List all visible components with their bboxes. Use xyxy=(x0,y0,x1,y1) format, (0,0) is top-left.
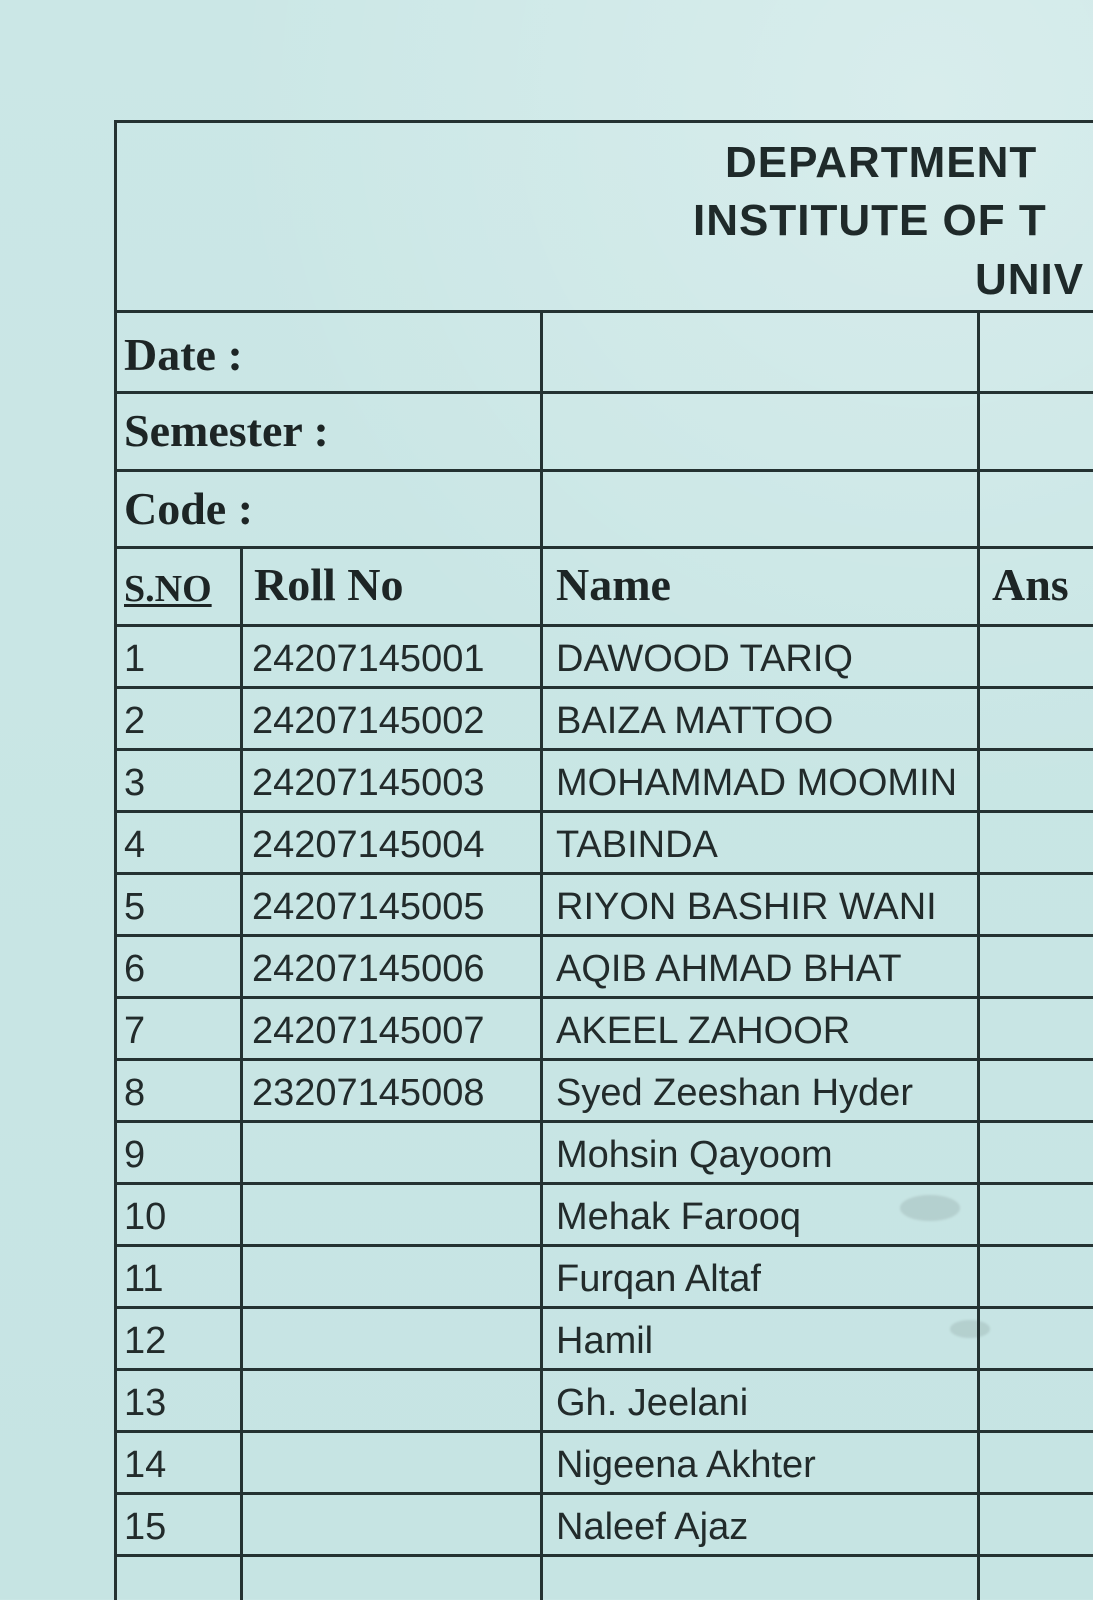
semester-label: Semester : xyxy=(124,405,329,456)
grid-line xyxy=(977,310,980,1600)
cell-sno: 5 xyxy=(124,886,146,928)
paper-smudge xyxy=(950,1320,990,1338)
grid-line xyxy=(114,469,1093,472)
grid-line xyxy=(114,1368,1093,1371)
cell-sno: 6 xyxy=(124,948,146,990)
cell-name: BAIZA MATTOO xyxy=(556,700,834,742)
cell-name: DAWOOD TARIQ xyxy=(556,638,853,680)
cell-sno: 12 xyxy=(124,1320,167,1362)
date-label: Date : xyxy=(124,329,243,380)
grid-line xyxy=(114,1120,1093,1123)
cell-roll-no: 24207145006 xyxy=(252,948,485,990)
column-header-ans: Ans xyxy=(992,559,1069,610)
grid-line xyxy=(114,1058,1093,1061)
cell-name: AKEEL ZAHOOR xyxy=(556,1010,851,1052)
grid-line xyxy=(114,391,1093,394)
cell-name: Nigeena Akhter xyxy=(556,1444,816,1486)
grid-line xyxy=(240,546,243,1600)
cell-name: MOHAMMAD MOOMIN xyxy=(556,762,958,804)
column-header-roll: Roll No xyxy=(254,559,404,610)
grid-line xyxy=(114,120,117,1600)
cell-roll-no: 24207145003 xyxy=(252,762,485,804)
grid-line xyxy=(114,934,1093,937)
cell-name: TABINDA xyxy=(556,824,718,866)
header-line-3: UNIV xyxy=(975,255,1085,304)
cell-name: AQIB AHMAD BHAT xyxy=(556,948,902,990)
cell-name: Naleef Ajaz xyxy=(556,1506,749,1548)
cell-name: Furqan Altaf xyxy=(556,1258,761,1300)
grid-line xyxy=(114,1182,1093,1185)
document-header xyxy=(575,133,1093,303)
cell-name: Mohsin Qayoom xyxy=(556,1134,833,1176)
column-header-sno: S.NO xyxy=(124,568,212,610)
grid-line xyxy=(114,872,1093,875)
cell-roll-no: 24207145001 xyxy=(252,638,485,680)
grid-line xyxy=(114,686,1093,689)
cell-roll-no: 24207145007 xyxy=(252,1010,485,1052)
header-line-2: INSTITUTE OF T xyxy=(693,196,1047,245)
cell-name: Hamil xyxy=(556,1320,654,1362)
grid-line xyxy=(114,810,1093,813)
cell-roll-no: 23207145008 xyxy=(252,1072,485,1114)
cell-sno: 13 xyxy=(124,1382,167,1424)
cell-sno: 2 xyxy=(124,700,146,742)
cell-name: Gh. Jeelani xyxy=(556,1382,749,1424)
cell-sno: 3 xyxy=(124,762,146,804)
cell-sno: 8 xyxy=(124,1072,146,1114)
grid-line xyxy=(114,1554,1093,1557)
grid-line xyxy=(114,1492,1093,1495)
grid-line xyxy=(114,1244,1093,1247)
cell-sno: 4 xyxy=(124,824,146,866)
grid-line xyxy=(114,624,1093,627)
cell-roll-no: 24207145005 xyxy=(252,886,485,928)
column-header-name: Name xyxy=(556,559,671,610)
grid-line xyxy=(114,748,1093,751)
cell-name: Syed Zeeshan Hyder xyxy=(556,1072,913,1114)
cell-sno: 11 xyxy=(124,1258,164,1300)
cell-name: Mehak Farooq xyxy=(556,1196,802,1238)
grid-line xyxy=(114,310,1093,313)
cell-name: RIYON BASHIR WANI xyxy=(556,886,937,928)
cell-sno: 15 xyxy=(124,1506,167,1548)
cell-roll-no: 24207145004 xyxy=(252,824,485,866)
cell-roll-no: 24207145002 xyxy=(252,700,485,742)
cell-sno: 14 xyxy=(124,1444,167,1486)
cell-sno: 10 xyxy=(124,1196,167,1238)
grid-line xyxy=(114,996,1093,999)
cell-sno: 1 xyxy=(124,638,146,680)
grid-line xyxy=(114,120,1093,123)
paper-smudge xyxy=(900,1195,960,1221)
grid-line xyxy=(114,546,1093,549)
header-line-1: DEPARTMENT xyxy=(725,138,1038,187)
grid-line xyxy=(114,1430,1093,1433)
cell-sno: 7 xyxy=(124,1010,146,1052)
grid-line xyxy=(540,310,543,1600)
grid-line xyxy=(114,1306,1093,1309)
code-label: Code : xyxy=(124,483,254,534)
cell-sno: 9 xyxy=(124,1134,146,1176)
